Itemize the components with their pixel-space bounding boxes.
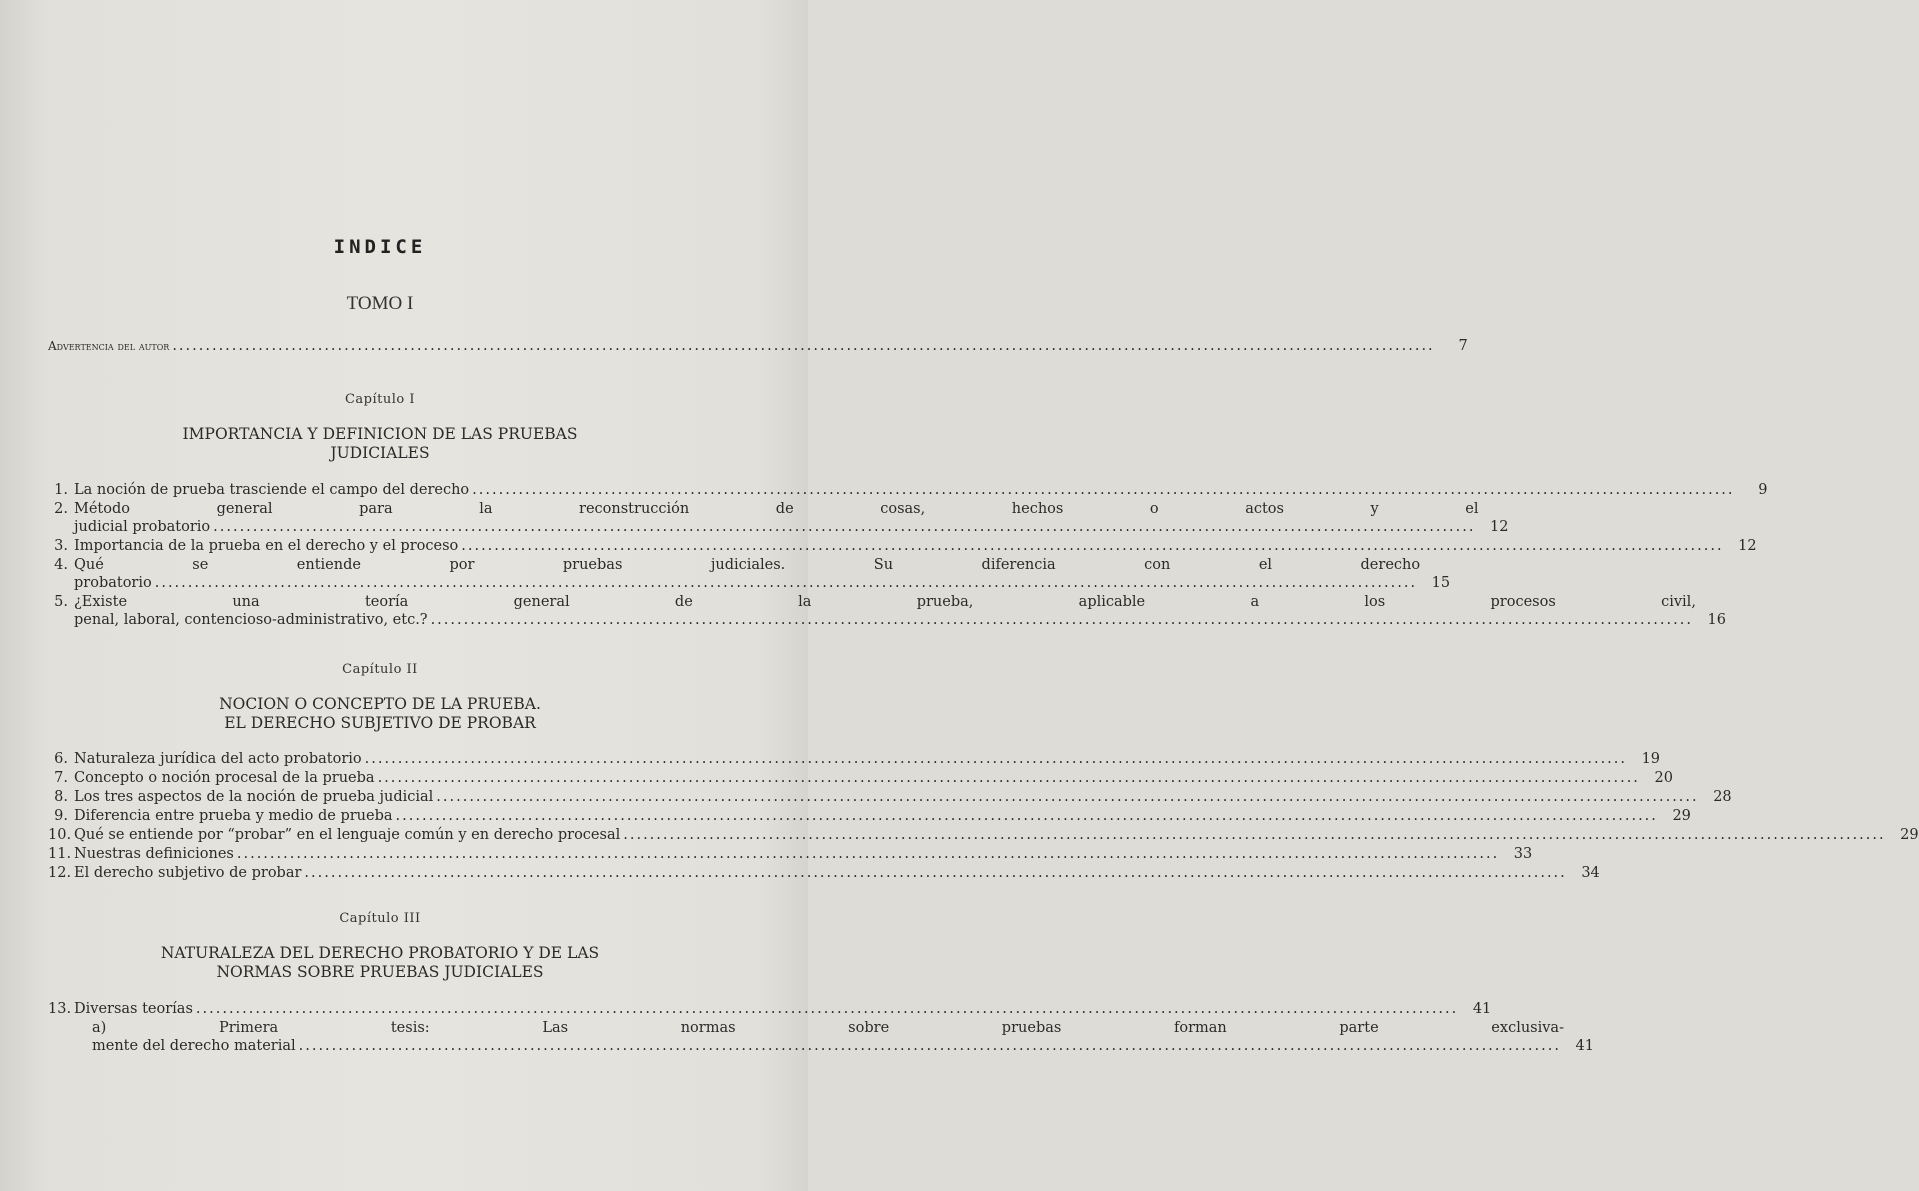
entry-number: 6. — [54, 751, 68, 767]
entry-line — [92, 1037, 1594, 1055]
entry-line — [74, 826, 1919, 844]
toc-entry — [48, 826, 1919, 844]
toc-entry — [48, 788, 1732, 806]
entry-text: a) Primera tesis: Las normas sobre pruebas forman parte exclusiva- — [92, 1020, 1564, 1036]
entry-page: 15 — [1431, 575, 1451, 591]
entry-page: 28 — [1713, 789, 1732, 805]
chapter-2-title-line-1: NOCION O CONCEPTO DE LA PRUEBA. — [219, 695, 541, 713]
entry-line — [74, 611, 1726, 629]
entry-body — [74, 1000, 1491, 1018]
leader-dots — [296, 1037, 1564, 1055]
leader-dots — [620, 826, 1888, 844]
entry-line — [74, 864, 1600, 882]
leader-dots — [428, 611, 1696, 629]
entry-line — [74, 574, 1450, 592]
entry-page: 41 — [1472, 1001, 1492, 1017]
chapter-1-title-line-2: JUDICIALES — [330, 444, 430, 462]
entry-number: 3. — [54, 538, 68, 554]
leader-dots — [169, 337, 1437, 355]
entry-body — [74, 1019, 1594, 1055]
entry-line — [74, 750, 1660, 768]
entry-number: 13. — [48, 1001, 72, 1017]
entry-number: 8. — [54, 789, 68, 805]
chapter-2 — [48, 662, 712, 733]
entry-body — [74, 826, 1919, 844]
entry-text: Diferencia entre prueba y medio de prueba — [74, 808, 393, 824]
toc-entry — [48, 807, 1691, 825]
entry-text: Diversas teorías — [74, 1001, 193, 1017]
entry-number: 7. — [54, 770, 68, 786]
entry-page: 16 — [1707, 612, 1726, 628]
entry-page: 41 — [1575, 1038, 1594, 1054]
entry-text: ¿Existe una teoría general de la prueba, aplicable a los procesos civil, — [74, 594, 1696, 610]
leader-dots — [458, 537, 1726, 555]
entry-body — [74, 769, 1673, 787]
toc-entry — [48, 537, 1757, 555]
entry-body — [74, 556, 1450, 592]
leader-dots — [301, 864, 1569, 882]
entry-line — [74, 537, 1757, 555]
entry-line — [74, 593, 1726, 611]
toc-entry — [48, 1019, 1594, 1055]
chapter-1-entries — [48, 481, 1768, 630]
entry-page: 12 — [1490, 519, 1509, 535]
entry-page: 29 — [1672, 808, 1691, 824]
entry-body — [74, 481, 1768, 499]
entry-line — [74, 518, 1509, 536]
entry-text: El derecho subjetivo de probar — [74, 865, 302, 881]
advertencia-entry — [48, 337, 1468, 355]
entry-body — [74, 845, 1532, 863]
toc-entry — [48, 1000, 1492, 1018]
advertencia-label: Advertencia del autor — [48, 339, 170, 353]
entry-line — [74, 481, 1768, 499]
toc-entry — [48, 593, 1726, 629]
chapter-1-label: Capítulo I — [344, 392, 416, 407]
entry-number: 11. — [48, 846, 72, 862]
leader-dots — [193, 1000, 1461, 1018]
toc-entry — [48, 845, 1533, 863]
entry-text: La noción de prueba trasciende el campo del derecho — [74, 482, 470, 498]
entry-page: 12 — [1738, 538, 1757, 554]
entry-text: Qué se entiende por “probar” en el lenguaje común y en derecho procesal — [74, 827, 621, 843]
entry-text: Los tres aspectos de la noción de prueba judicial — [74, 789, 434, 805]
entry-line — [74, 807, 1691, 825]
entry-text: judicial probatorio — [74, 519, 211, 535]
leader-dots — [152, 574, 1420, 592]
entry-line — [74, 556, 1450, 574]
chapter-3-title-line-1: NATURALEZA DEL DERECHO PROBATORIO Y DE LAS — [160, 944, 600, 962]
entry-page: 29 — [1900, 827, 1919, 843]
entry-number — [48, 1019, 74, 1055]
entry-line — [92, 1019, 1594, 1037]
entry-body — [74, 788, 1732, 806]
entry-number: 4. — [54, 557, 68, 573]
leader-dots — [469, 481, 1737, 499]
entry-line — [74, 769, 1673, 787]
entry-page: 34 — [1581, 865, 1600, 881]
entry-text: Nuestras definiciones — [74, 846, 234, 862]
chapter-1 — [48, 392, 712, 463]
entry-number: 5. — [54, 594, 68, 610]
entry-number: 9. — [54, 808, 68, 824]
entry-text: probatorio — [74, 575, 152, 591]
entry-body — [74, 537, 1757, 555]
entry-body — [74, 864, 1600, 882]
leader-dots — [375, 769, 1643, 787]
entry-text: Concepto o noción procesal de la prueba — [74, 770, 375, 786]
chapter-1-title-line-1: IMPORTANCIA Y DEFINICION DE LAS PRUEBAS — [182, 425, 578, 443]
chapter-2-title-line-2: EL DERECHO SUBJETIVO DE PROBAR — [224, 714, 536, 732]
entry-line — [74, 1000, 1491, 1018]
advertencia-page: 7 — [1458, 338, 1468, 354]
entry-page: 19 — [1641, 751, 1661, 767]
chapter-3-label: Capítulo III — [339, 911, 421, 926]
toc-entry — [48, 556, 1451, 592]
chapter-3 — [48, 911, 712, 982]
entry-body — [74, 807, 1691, 825]
entry-text: Método general para la reconstrucción de cosas, hechos o actos y el — [74, 501, 1479, 517]
chapter-2-entries — [48, 750, 1919, 883]
toc-entry — [48, 481, 1768, 499]
volume-title: TOMO I — [346, 293, 414, 314]
entry-text: Importancia de la prueba en el derecho y el proceso — [74, 538, 459, 554]
entry-page: 33 — [1513, 846, 1533, 862]
leader-dots — [393, 807, 1661, 825]
toc-entry — [48, 864, 1600, 882]
entry-body — [74, 750, 1660, 768]
chapter-3-entries — [48, 1000, 1594, 1056]
entry-number: 12. — [48, 865, 72, 881]
toc-entry — [48, 750, 1661, 768]
entry-body — [74, 593, 1726, 629]
entry-body — [74, 500, 1509, 536]
entry-number: 1. — [54, 482, 68, 498]
entry-text: mente del derecho material — [92, 1038, 296, 1054]
leader-dots — [234, 845, 1502, 863]
chapter-2-label: Capítulo II — [342, 662, 418, 677]
entry-page: 9 — [1758, 482, 1768, 498]
entry-page: 20 — [1654, 770, 1673, 786]
leader-dots — [210, 518, 1478, 536]
chapter-3-title-line-2: NORMAS SOBRE PRUEBAS JUDICIALES — [216, 963, 544, 981]
entry-line — [74, 500, 1509, 518]
index-heading: INDICE — [333, 236, 427, 258]
entry-line — [74, 788, 1732, 806]
toc-entry — [48, 769, 1673, 787]
entry-text: Qué se entiende por pruebas judiciales. Su diferencia con el derecho — [74, 557, 1421, 573]
entry-text: Naturaleza jurídica del acto probatorio — [74, 751, 362, 767]
entry-line — [74, 845, 1532, 863]
leader-dots — [362, 750, 1630, 768]
toc-entry — [48, 500, 1509, 536]
entry-number: 10. — [48, 827, 72, 843]
leader-dots — [433, 788, 1701, 806]
entry-number: 2. — [54, 501, 68, 517]
entry-text: penal, laboral, contencioso-administrativo, etc.? — [74, 612, 428, 628]
